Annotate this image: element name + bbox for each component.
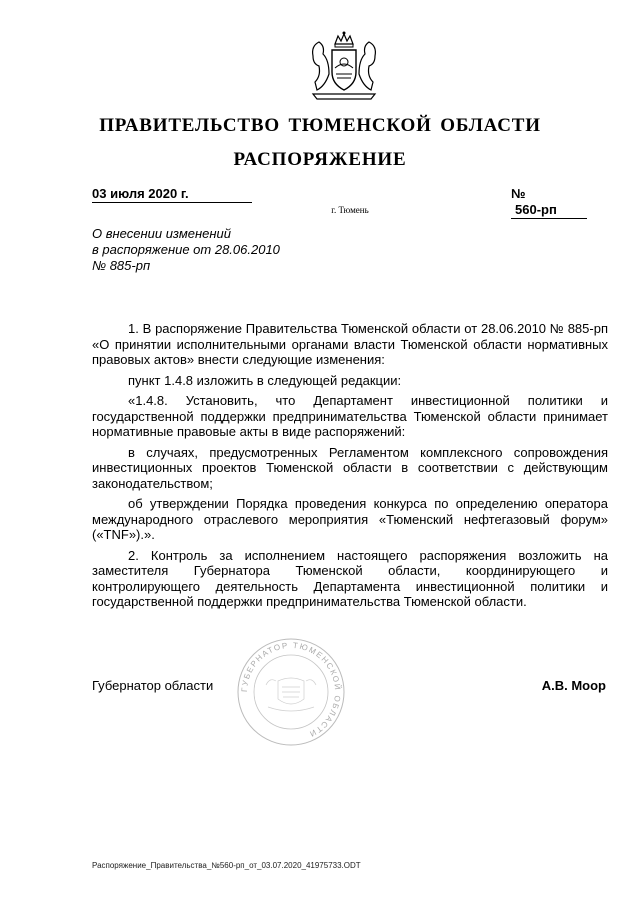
seal-text: ГУБЕРНАТОР ТЮМЕНСКОЙ ОБЛАСТИ — [239, 640, 343, 739]
document-date: 03 июля 2020 г. — [92, 186, 252, 203]
signer-name: А.В. Моор — [541, 678, 606, 693]
subject-line: № 885-рп — [92, 258, 151, 273]
body-paragraph: «1.4.8. Установить, что Департамент инвестиционной политики и государственной поддержки предпринимательства Тюменской области принимает нормативные правовые акты в виде распоряжений: — [92, 393, 608, 439]
document-type: РАСПОРЯЖЕНИЕ — [233, 149, 407, 170]
body-paragraph: 2. Контроль за исполнением настоящего распоряжения возложить на заместителя Губернатора Тюменской области, координирующего и контролирующего деятельность Департамента инвестиционной политики и государственной поддержки предпринимательства Тюменской области. — [92, 547, 608, 609]
footer-filename: Распоряжение_Правительства_№560-рп_от_03.07.2020_41975733.ODT — [92, 861, 361, 870]
signature-row — [92, 676, 608, 696]
body-paragraph: в случаях, предусмотренных Регламентом комплексного сопровождения инвестиционных проектов Тюменской области в соответствии с действующим законодательством; — [92, 444, 608, 491]
signer-title: Губернатор области — [92, 678, 214, 693]
body-paragraph: 1. В распоряжение Правительства Тюменской области от 28.06.2010 № 885-рп «О принятии исполнительными органами власти Тюменской области нормативных правовых актов» внести следующие изменения: — [92, 321, 608, 367]
subject-line: в распоряжение от 28.06.2010 — [92, 242, 280, 257]
document-body — [92, 321, 608, 615]
document-subject — [92, 226, 352, 274]
number-prefix: № — [511, 186, 526, 201]
coat-of-arms-icon — [305, 30, 383, 102]
document-city: г. Тюмень — [331, 205, 369, 215]
subject-line: О внесении изменений — [92, 226, 231, 241]
government-title: ПРАВИТЕЛЬСТВО ТЮМЕНСКОЙ ОБЛАСТИ — [99, 115, 541, 136]
body-paragraph: об утверждении Порядка проведения конкурса по определению оператора международного отраслевого мероприятия «Тюменский нефтегазовый форум» («TNF»).». — [92, 496, 608, 542]
number-value: 560-рп — [511, 202, 587, 219]
body-paragraph: пункт 1.4.8 изложить в следующей редакции: — [128, 372, 402, 388]
